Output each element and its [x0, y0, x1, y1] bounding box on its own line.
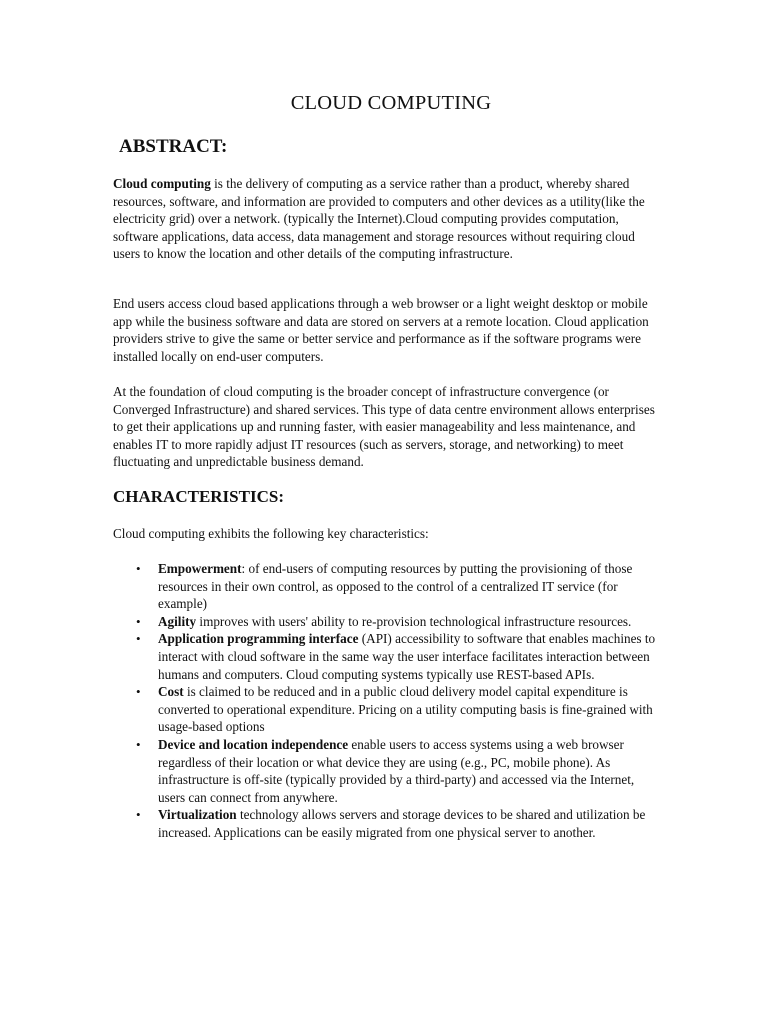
list-item-term: Virtualization [158, 807, 237, 823]
list-item-term: Empowerment [158, 561, 242, 576]
list-item-term: Cost [158, 684, 184, 700]
bullet-icon: • [136, 613, 141, 629]
characteristics-list [113, 560, 663, 842]
list-item-text: is claimed to be reduced and in a public cloud delivery model capital expenditure is converted to operational expenditure. Pricing on a utility computing basis is fine-grained with usage-based options [158, 684, 653, 735]
bullet-icon: • [136, 684, 141, 700]
characteristics-heading: CHARACTERISTICS: [113, 487, 284, 506]
abstract-paragraph-2: End users access cloud based applications through a web browser or a light weight desktop or mobile app while the business software and data are stored on servers at a remote location. Cloud application providers strive to give the same or better service and performance as if the software programs were installed locally on end-user computers. [113, 296, 649, 364]
characteristics-intro: Cloud computing exhibits the following key characteristics: [113, 526, 429, 541]
list-item-text: improves with users' ability to re-provision technological infrastructure resources. [196, 613, 632, 629]
list-item [113, 613, 663, 631]
list-item-term: Application programming interface [158, 631, 359, 647]
list-item-text: enable users to access systems using a web browser regardless of their location or what device they are using (e.g., PC, mobile phone). As infrastructure is off-site (typically provided by a third-party) and accessed via the Internet, users can connect from anywhere. [158, 736, 635, 805]
bullet-icon: • [136, 736, 141, 752]
list-item [113, 736, 663, 806]
list-item [113, 683, 663, 736]
bullet-icon: • [136, 807, 141, 823]
list-item-text: : of end-users of computing resources by putting the provisioning of those resources in their own control, as opposed to the control of a centralized IT service (for example) [158, 561, 633, 612]
abstract-paragraph-3: At the foundation of cloud computing is the broader concept of infrastructure convergence (or Converged Infrastructure) and shared services. This type of data centre environment allows enterprises to get their applications up and running faster, with easier manageability and less maintenance, and enables IT to more rapidly adjust IT resources (such as servers, storage, and networking) to meet fluctuating and unpredictable business demand. [113, 384, 655, 470]
list-item-term: Device and location independence [158, 736, 349, 752]
list-item [113, 560, 663, 613]
bullet-icon: • [136, 631, 141, 647]
list-item-text: (API) accessibility to software that enables machines to interact with cloud software in the same way the user interface facilitates interaction between humans and computers. Cloud computing systems typically use REST-based APIs. [158, 631, 656, 682]
document-title: CLOUD COMPUTING [290, 92, 492, 114]
abstract-paragraph-1-text: is the delivery of computing as a service rather than a product, whereby shared resources, software, and information are provided to computers and other devices as a utility(like the electricity grid) over a network. (typically the Internet).Cloud computing provides computation, software applications, data access, data management and storage resources without requiring cloud users to know the location and other details of the computing infrastructure. [113, 176, 645, 262]
list-item-text: technology allows servers and storage devices to be shared and utilization be increased. Applications can be easily migrated from one physical server to another. [158, 807, 646, 840]
abstract-lead-term: Cloud computing [113, 176, 211, 191]
list-item-term: Agility [158, 613, 197, 629]
abstract-paragraph-1 [113, 175, 661, 263]
abstract-heading: ABSTRACT: [119, 136, 228, 157]
list-item [113, 630, 663, 683]
bullet-icon: • [136, 561, 141, 576]
list-item [113, 806, 663, 841]
